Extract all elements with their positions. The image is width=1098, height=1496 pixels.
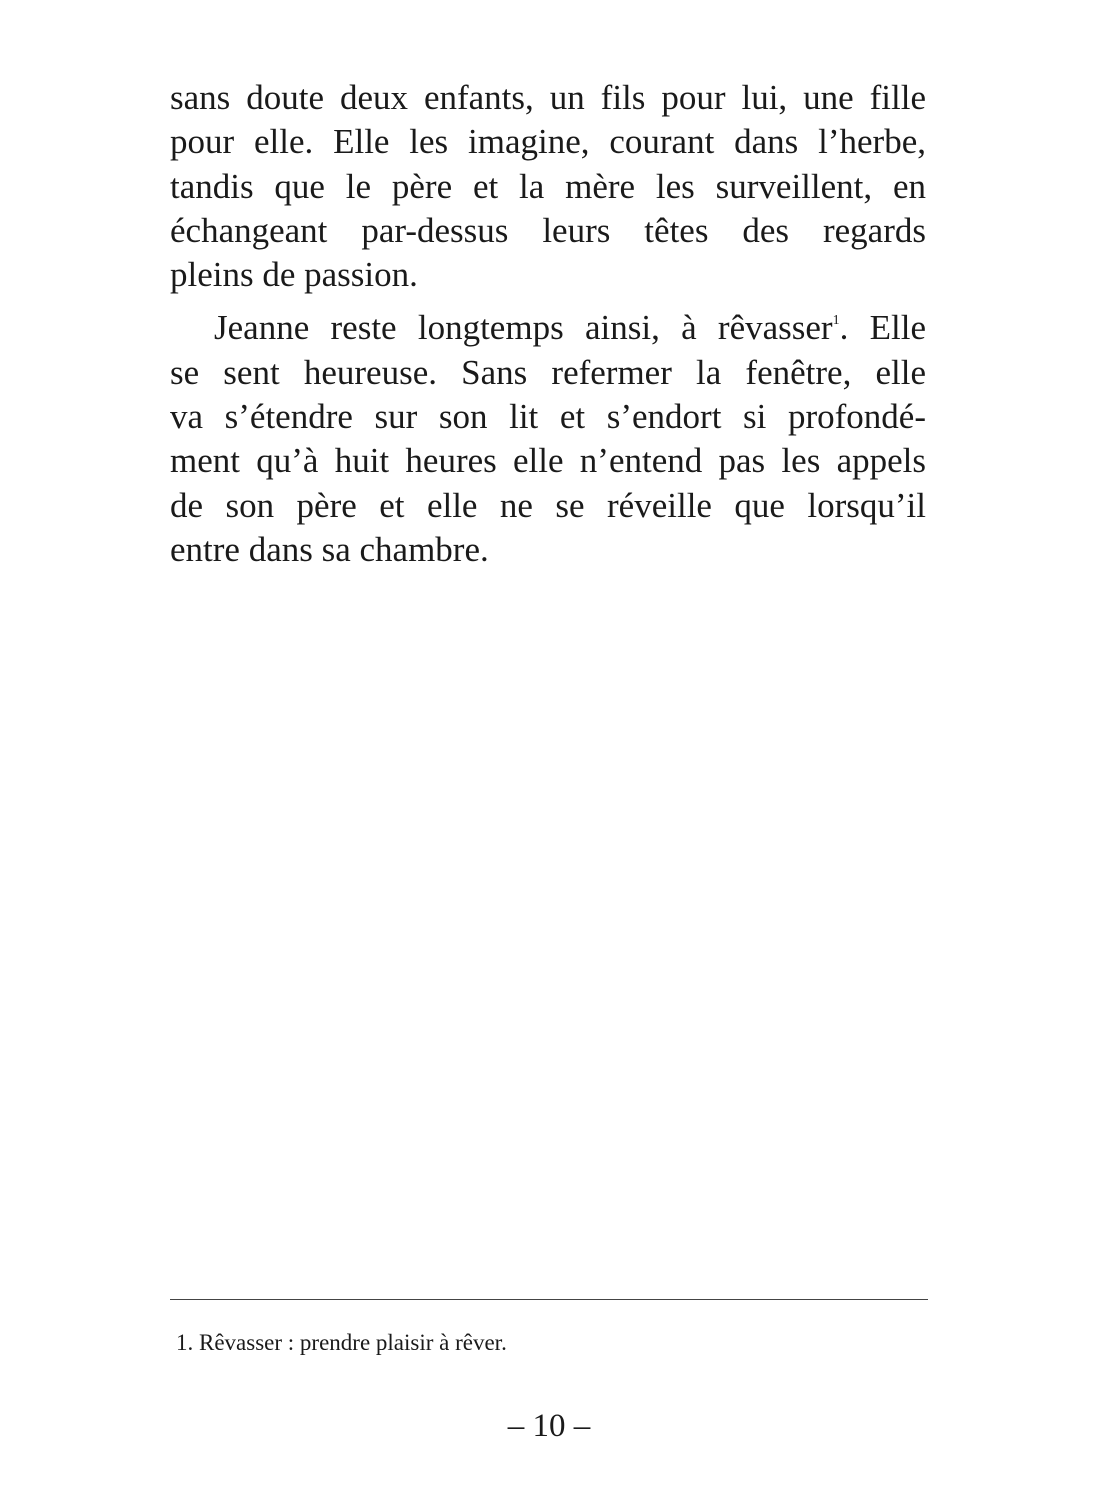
text-line: sans doute deux enfants, un fils pour lui, une fille: [170, 78, 926, 117]
text-line: [170, 306, 926, 350]
text-line: se sent heureuse. Sans refermer la fenêtre, elle: [170, 352, 926, 392]
text-line: pour elle. Elle les imagine, courant dans l’herbe,: [170, 122, 926, 162]
text-segment: Jeanne reste longtemps ainsi, à rêvasser: [214, 308, 833, 348]
body-text: [170, 76, 926, 572]
text-line: tandis que le père et la mère les surveillent, en: [170, 166, 926, 206]
paragraph-2: [170, 306, 926, 572]
page-number: – 10 –: [507, 1408, 591, 1444]
footnote-divider: [170, 1299, 928, 1300]
footnote: 1. Rêvasser : prendre plaisir à rêver.: [176, 1330, 507, 1355]
text-line: échangeant par-dessus leurs têtes des regards: [170, 210, 926, 250]
text-line: entre dans sa chambre.: [170, 529, 489, 569]
text-segment: . Elle: [839, 308, 926, 348]
paragraph-1: [170, 76, 926, 297]
text-line: de son père et elle ne se réveille que lorsqu’il: [170, 485, 926, 525]
text-line: va s’étendre sur son lit et s’endort si profondé-: [170, 397, 926, 437]
text-line: ment qu’à huit heures elle n’entend pas les appels: [170, 441, 926, 481]
text-line: pleins de passion.: [170, 255, 418, 295]
footnote-reference: 1: [832, 313, 840, 329]
